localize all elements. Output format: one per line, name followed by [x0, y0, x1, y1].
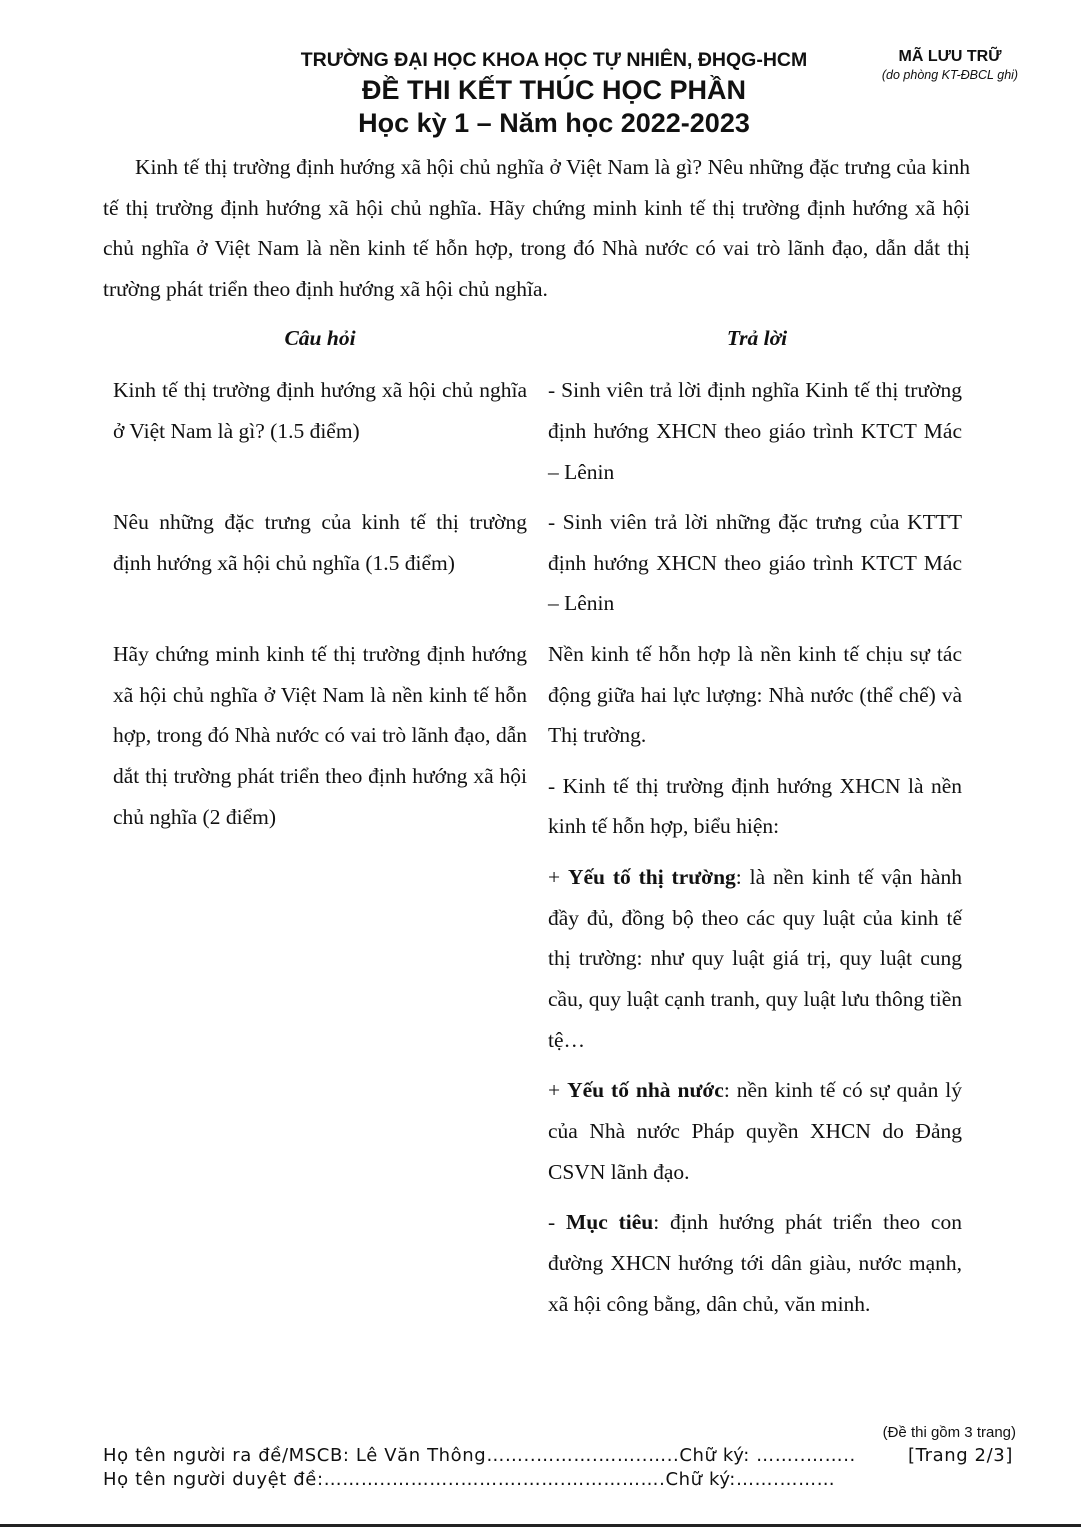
archive-code-label: MÃ LƯU TRỮ	[898, 48, 1002, 65]
question-column-header: Câu hỏi	[284, 326, 356, 350]
table-row	[103, 634, 975, 1334]
question-cell	[103, 502, 537, 634]
answer-cell	[537, 502, 973, 634]
bullet-prefix: +	[548, 864, 568, 889]
answer-text: - Sinh viên trả lời những đặc trưng của KTTT định hướng XHCN theo giáo trình KTCT Mác – Lênin	[548, 509, 962, 616]
exam-author-line: Họ tên người ra đề/MSCB: Lê Văn Thông……..……….……..…..Chữ ký: ……..……..	[103, 1445, 856, 1466]
semester-label: Học kỳ 1 – Năm học 2022-2023	[358, 108, 750, 138]
archive-code-box	[860, 48, 1040, 82]
answer-paragraph	[548, 1070, 962, 1192]
exam-title: ĐỀ THI KẾT THÚC HỌC PHẦN	[362, 75, 746, 105]
state-factor-term: Yếu tố nhà nước	[567, 1078, 724, 1103]
market-factor-text: : là nền kinh tế vận hành đầy đủ, đồng bộ theo các quy luật của kinh tế thị trường: như quy luật giá trị, quy luật cung cầu, quy luật cạnh tranh, quy luật lưu thông tiền tệ…	[548, 864, 962, 1052]
answer-paragraph: Nền kinh tế hỗn hợp là nền kinh tế chịu sự tác động giữa hai lực lượng: Nhà nước (thể chế) và Thị trường.	[548, 641, 962, 748]
answer-cell	[537, 634, 973, 1334]
question-text: Kinh tế thị trường định hướng xã hội chủ nghĩa ở Việt Nam là gì? (1.5 điểm)	[113, 378, 527, 443]
goal-term: Mục tiêu	[565, 1210, 654, 1235]
question-cell	[103, 634, 537, 1334]
page-number: [Trang 2/3]	[908, 1445, 1013, 1466]
page-count-note: (Đề thi gồm 3 trang)	[882, 1424, 1016, 1441]
archive-code-note: (do phòng KT-ĐBCL ghi)	[881, 68, 1019, 82]
bullet-prefix: +	[548, 1078, 568, 1103]
exam-question-intro: Kinh tế thị trường định hướng xã hội chủ nghĩa ở Việt Nam là gì? Nêu những đặc trưng của kinh tế thị trường định hướng xã hội chủ nghĩa. Hãy chứng minh kinh tế thị trường định hướng xã hội chủ nghĩa ở Việt Nam là nền kinh tế hỗn hợp, trong đó Nhà nước có vai trò lãnh đạo, dẫn dắt thị trường phát triển theo định hướng xã hội chủ nghĩa.	[103, 155, 970, 301]
question-cell	[103, 370, 537, 502]
question-text: Hãy chứng minh kinh tế thị trường định hướng xã hội chủ nghĩa ở Việt Nam là nền kinh tế hỗn hợp, trong đó Nhà nước có vai trò lãnh đạo, dẫn dắt thị trường phát triển theo định hướng xã hội chủ nghĩa (2 điểm)	[113, 641, 527, 829]
goal-text: : định hướng phát triển theo con đường XHCN hướng tới dân giàu, nước mạnh, xã hội công bằng, dân chủ, văn minh.	[548, 1210, 962, 1316]
answer-column-header: Trả lời	[726, 326, 788, 350]
qa-table	[103, 370, 975, 1334]
answer-paragraph: - Kinh tế thị trường định hướng XHCN là nền kinh tế hỗn hợp, biểu hiện:	[548, 773, 962, 839]
table-row	[103, 370, 975, 502]
exam-reviewer-line: Họ tên người duyệt đề:………..………..……….…….…………….Chữ ký:…….………	[103, 1469, 836, 1490]
market-factor-term: Yếu tố thị trường	[567, 864, 736, 889]
answer-paragraph	[548, 857, 962, 1061]
answer-text: - Sinh viên trả lời định nghĩa Kinh tế thị trường định hướng XHCN theo giáo trình KTCT Mác – Lênin	[548, 378, 962, 484]
question-text: Nêu những đặc trưng của kinh tế thị trường định hướng xã hội chủ nghĩa (1.5 điểm)	[113, 509, 527, 575]
bullet-prefix: -	[548, 1210, 566, 1235]
answer-paragraph	[548, 1202, 962, 1324]
table-row	[103, 502, 975, 634]
answer-cell	[537, 370, 973, 502]
school-name: TRƯỜNG ĐẠI HỌC KHOA HỌC TỰ NHIÊN, ĐHQG-HCM	[300, 49, 808, 71]
state-factor-text: : nền kinh tế có sự quản lý của Nhà nước Pháp quyền XHCN do Đảng CSVN lãnh đạo.	[548, 1078, 962, 1184]
